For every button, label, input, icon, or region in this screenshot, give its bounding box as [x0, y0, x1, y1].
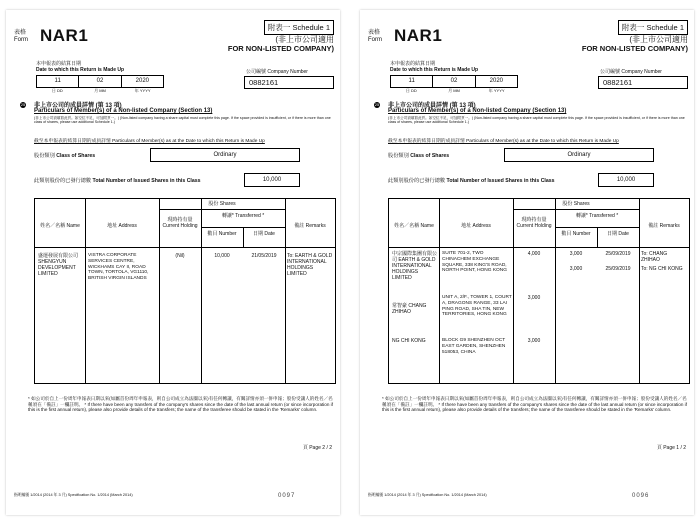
class-of-shares-field: Ordinary: [150, 148, 300, 162]
member-current-holding: 4,000: [527, 251, 541, 257]
member-current-holding: 3,000: [527, 338, 541, 344]
member-transferred-date: 25/09/2019: [605, 266, 631, 272]
header-shares: 股份 Shares: [562, 201, 590, 207]
member-address: BLOCK G9 SHENZHEN OCT EAST GARDEN, SHENZHEN 518053, CHINA: [442, 338, 506, 355]
return-date-field: [36, 75, 164, 88]
date-captions: 日 DD 月 MM 年 YYYY: [405, 88, 505, 93]
header-transferred: 轉讓* Transferred *: [221, 213, 265, 219]
members-heading: 截至本申報表的結算日期的成員詳情 Particulars of Member(s) as at the Date to which this Return is Made Up: [388, 139, 619, 144]
page-number: 頁 Page 2 / 2: [302, 445, 332, 451]
transfer-footnote: * 如公司於自上一份周年申報表日期以來(如屬首份周年申報表，則自公司成立為法團以來)有任何轉讓，有關詳情亦須一併申報；股份受讓人的姓名／名稱須在「備註」一欄註明。 * If there have been any transfers of the company's shares since the date of the last annual return (or since incorporation if this is the first annual return), please also provide details of the transfers; the name of the transferee should be stated in the 'Remarks' column.: [28, 396, 333, 413]
header-name: 姓名／名稱 Name: [40, 223, 80, 229]
date-year: 2020: [135, 78, 149, 84]
member-address: UNIT A, 2/F., TOWER 1, COURT A, DRAGONS RANGE, 33 LAI PING ROAD, SHA TIN, NEW TERRITORIES, HONG KONG: [442, 295, 512, 318]
header-name: 姓名／名稱 Name: [394, 223, 434, 229]
section-title-zh: 非上市公司的成員詳情 (第 13 項): [34, 103, 122, 109]
header-transferred: 轉讓* Transferred *: [575, 213, 619, 219]
member-current-holding: (Nil): [175, 253, 185, 259]
schedule-label: 附表一 Schedule 1: [618, 20, 688, 35]
form-page-2: [6, 10, 340, 515]
transfer-footnote: * 如公司於自上一份周年申報表日期以來(如屬首份周年申報表，則自公司成立為法團以來)有任何轉讓，有關詳情亦須一併申報；股份受讓人的姓名／名稱須在「備註」一欄註明。 * If there have been any transfers of the company's shares since the date of the last annual return (or since incorporation if this is the first annual return), please also provide details of the transfers; the name of the transferee should be stated in the 'Remarks' column.: [382, 396, 687, 413]
members-table: [34, 198, 336, 384]
company-number-label: 公司編號 Company Number: [246, 69, 308, 75]
serial-stamp: 0097: [278, 493, 296, 499]
header-number: 數目 Number: [561, 231, 591, 237]
form-label: 表格 Form: [368, 30, 382, 43]
member-remarks: To: NG CHI KONG: [641, 266, 683, 272]
form-code: NAR1: [394, 26, 443, 45]
date-month: 02: [433, 76, 475, 87]
header-remarks: 備註 Remarks: [294, 223, 326, 229]
header-address: 地址 Address: [107, 223, 137, 229]
member-transferred-date: 25/09/2019: [605, 251, 631, 257]
total-shares-field: 10,000: [244, 173, 300, 187]
date-month: 02: [79, 76, 121, 87]
header-number: 數目 Number: [207, 231, 237, 237]
date-day: 11: [37, 76, 79, 87]
return-date-label: 本申報表的結算日期 Date to which this Return is Made Up: [36, 61, 125, 73]
section-number-icon: 25: [20, 102, 26, 107]
member-address: SUITE 701-2, TWO CHINACHEM EXCHANGE SQUARE, 338 KING'S ROAD, NORTH POINT, HONG KONG: [442, 251, 507, 274]
section-note: (非上市公司須填寫此頁。如空位不足，可加附頁一。) (Non-listed company having a share capital must complete this page. If the space provided is insufficient, or if there is more than one class of shares, please use additional Schedule 1.): [388, 116, 685, 125]
member-name: 常智豪 CHANG ZHIHAO: [392, 303, 427, 315]
date-year: 2020: [489, 78, 503, 84]
specification-number: 指明編號 1/2014 (2014 年 3 月) Specification No. 1/2014 (March 2014): [368, 493, 487, 497]
section-title-zh: 非上市公司的成員詳情 (第 13 項): [388, 103, 476, 109]
schedule-label: 附表一 Schedule 1: [264, 20, 334, 35]
total-shares-label: 此類別股份的已發行總數 Total Number of Issued Shares in this Class: [34, 178, 201, 184]
member-remarks: To: EARTH & GOLD INTERNATIONAL HOLDINGS LIMITED: [287, 253, 333, 277]
header-current-holding: 現時持有量 Current Holding: [516, 217, 552, 229]
subtitle-zh: (非上市公司適用: [275, 35, 334, 44]
member-transferred-date: 21/05/2019: [251, 253, 277, 259]
header-date: 日期 Date: [253, 231, 275, 237]
specification-number: 指明編號 1/2014 (2014 年 3 月) Specification No. 1/2014 (March 2014): [14, 493, 133, 497]
header-remarks: 備註 Remarks: [648, 223, 680, 229]
member-current-holding: 3,000: [527, 295, 541, 301]
members-table: [388, 198, 690, 384]
date-day: 11: [391, 76, 433, 87]
company-number-field: 0882161: [244, 76, 334, 89]
date-captions: 日 DD 月 MM 年 YYYY: [51, 88, 151, 93]
company-number-field: 0882161: [598, 76, 688, 89]
member-address: VISTRA CORPORATE SERVICES CENTRE, WICKHAMS CAY II, ROAD TOWN, TORTOLA, VG1110, BRITISH VIRGIN ISLANDS: [88, 253, 149, 282]
subtitle-zh: (非上市公司適用: [629, 35, 688, 44]
members-heading: 截至本申報表的結算日期的成員詳情 Particulars of Member(s) as at the Date to which this Return is Made Up: [34, 139, 265, 144]
class-of-shares-label: 股份類別 Class of Shares: [34, 153, 96, 159]
member-transferred-number: 3,000: [569, 266, 583, 272]
section-title-en: Particulars of Member(s) of a Non-listed Company (Section 13): [34, 108, 213, 114]
total-shares-field: 10,000: [598, 173, 654, 187]
subtitle-en: FOR NON-LISTED COMPANY): [227, 44, 334, 53]
member-transferred-number: 10,000: [214, 253, 230, 259]
section-title-en: Particulars of Member(s) of a Non-listed Company (Section 13): [388, 108, 567, 114]
form-code: NAR1: [40, 26, 89, 45]
header-address: 地址 Address: [461, 223, 491, 229]
class-of-shares-field: Ordinary: [504, 148, 654, 162]
member-name: NG CHI KONG: [392, 338, 426, 344]
section-number-icon: 25: [374, 102, 380, 107]
return-date-label: 本申報表的結算日期 Date to which this Return is Made Up: [390, 61, 479, 73]
company-number-label: 公司編號 Company Number: [600, 69, 662, 75]
serial-stamp: 0096: [632, 493, 650, 499]
total-shares-label: 此類別股份的已發行總數 Total Number of Issued Shares in this Class: [388, 178, 555, 184]
member-transferred-number: 3,000: [569, 251, 583, 257]
return-date-field: [390, 75, 518, 88]
form-page-1: [360, 10, 694, 515]
member-name: 盛運發展有限公司 SHENGYUN DEVELOPMENT LIMITED: [38, 253, 79, 277]
header-shares: 股份 Shares: [208, 201, 236, 207]
header-current-holding: 現時持有量 Current Holding: [162, 217, 198, 229]
class-of-shares-label: 股份類別 Class of Shares: [388, 153, 450, 159]
form-label: 表格 Form: [14, 30, 28, 43]
member-name: 中宗國際集團有限公司 EARTH & GOLD INTERNATIONAL HOLDINGS LIMITED: [392, 251, 438, 281]
header-date: 日期 Date: [607, 231, 629, 237]
member-remarks: To: CHANG ZHIHAO: [641, 251, 668, 263]
page-number: 頁 Page 1 / 2: [656, 445, 686, 451]
subtitle-en: FOR NON-LISTED COMPANY): [581, 44, 688, 53]
section-note: (非上市公司須填寫此頁。如空位不足，可加附頁一。) (Non-listed company having a share capital must complete this page. If the space provided is insufficient, or if there is more than one class of shares, please use additional Schedule 1.): [34, 116, 331, 125]
